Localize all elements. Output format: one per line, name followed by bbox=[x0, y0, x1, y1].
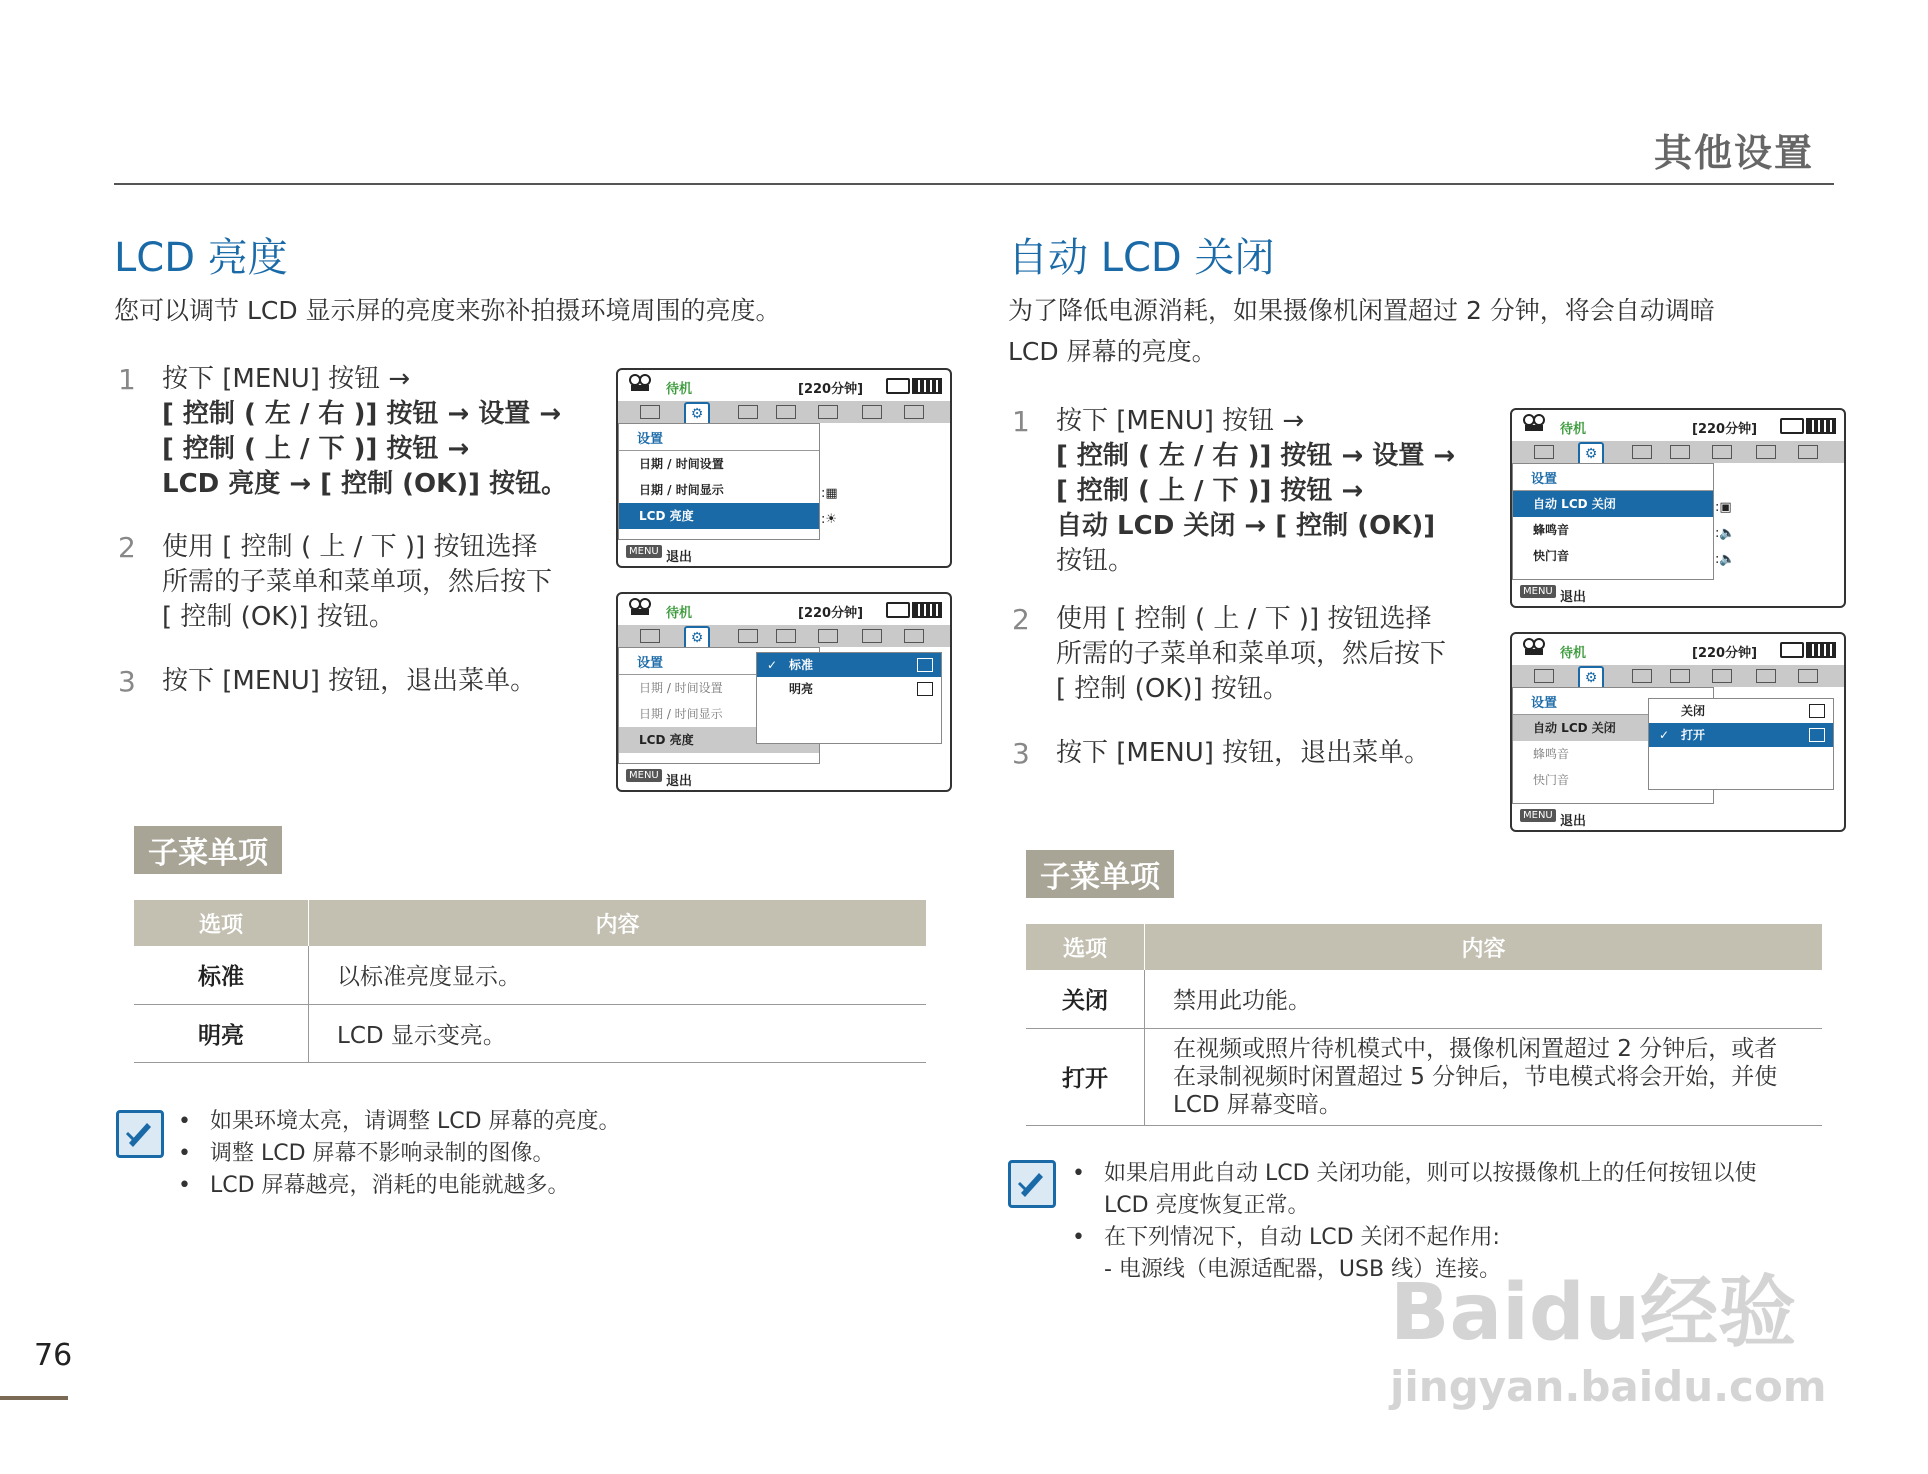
right-submenu-title: 子菜单项 bbox=[1026, 850, 1174, 898]
table-row: 关闭 禁用此功能。 bbox=[1026, 970, 1822, 1028]
auto-off-submenu: 关闭 ✓ 打开 bbox=[1648, 698, 1834, 790]
menu-button-icon: MENU bbox=[626, 545, 662, 558]
settings-menu: 设置 日期 / 时间设置 日期 / 时间显示 LCD 亮度 bbox=[618, 423, 820, 540]
lcd-screen-brightness-menu: 待机 [220分钟] ⚙ 设置 日期 / 时间设置 日期 / 时间显示 LCD 亮度 :▦ :☀ MENU 退出 bbox=[616, 368, 952, 568]
menu-icon-bar bbox=[618, 401, 950, 423]
menu-button-icon: MENU bbox=[626, 769, 662, 782]
right-options-table: 选项 内容 关闭 禁用此功能。 打开 在视频或照片待机模式中，摄像机闲置超过 2 分钟后，或者 在录制视频时闲置超过 5 分钟后，节电模式将会开始，并使 LCD 屏幕变暗。 bbox=[1026, 924, 1822, 1126]
left-notes: • 如果环境太亮，请调整 LCD 屏幕的亮度。 • 调整 LCD 屏幕不影响录制的图像。 • LCD 屏幕越亮，消耗的电能就越多。 bbox=[176, 1106, 896, 1202]
auto-lcd-off-icon: :▣ bbox=[1715, 500, 1732, 515]
camcorder-icon bbox=[628, 598, 652, 616]
battery-icon bbox=[1806, 418, 1836, 434]
auto-lcd-off-title: 自动 LCD 关闭 bbox=[1008, 235, 1275, 281]
left-step-3: 3 按下 [MENU] 按钮，退出菜单。 bbox=[118, 665, 537, 698]
menu-icon-bar bbox=[1512, 441, 1844, 463]
note-icon bbox=[1008, 1160, 1056, 1208]
lcd-screen-brightness-submenu: 待机 [220分钟] ⚙ 设置 日期 / 时间设置 日期 / 时间显示 LCD 亮度 ✓ 标准 明亮 MENU 退出 bbox=[616, 592, 952, 792]
brightness-submenu: ✓ 标准 明亮 bbox=[756, 652, 942, 744]
camcorder-icon bbox=[1522, 414, 1546, 432]
settings-gear-icon: ⚙ bbox=[684, 626, 710, 650]
right-step-2: 2 使用 [ 控制 ( 上 / 下 )] 按钮选择 所需的子菜单和菜单项，然后按下 [ 控制 (OK)] 按钮。 bbox=[1012, 603, 1447, 704]
settings-menu: 设置 自动 LCD 关闭 蜂鸣音 快门音 bbox=[1512, 463, 1714, 580]
chapter-title: 其他设置 bbox=[1653, 131, 1814, 175]
settings-gear-icon: ⚙ bbox=[684, 402, 710, 426]
exit-label: 退出 bbox=[666, 550, 693, 565]
brightness-icon: :☀ bbox=[821, 512, 838, 527]
battery-icon bbox=[1806, 642, 1836, 658]
exit-label: 退出 bbox=[1560, 590, 1587, 605]
note-icon bbox=[116, 1110, 164, 1158]
lcd-screen-auto-off-submenu: 待机 [220分钟] ⚙ 设置 自动 LCD 关闭 蜂鸣音 快门音 关闭 ✓ 打开 MENU 退出 bbox=[1510, 632, 1846, 832]
page-number-underline bbox=[0, 1396, 68, 1400]
left-options-table: 选项 内容 标准 以标准亮度显示。 明亮 LCD 显示变亮。 bbox=[134, 900, 926, 1063]
lcd-brightness-title: LCD 亮度 bbox=[114, 235, 288, 281]
settings-gear-icon: ⚙ bbox=[1578, 666, 1604, 690]
right-notes: • 如果启用此自动 LCD 关闭功能，则可以按摄像机上的任何按钮以使 LCD 亮度恢复正常。 • 在下列情况下，自动 LCD 关闭不起作用: - 电源线（电源适配器，USB 线）连接。 bbox=[1070, 1158, 1850, 1286]
exit-label: 退出 bbox=[666, 774, 693, 789]
left-step-2: 2 使用 [ 控制 ( 上 / 下 )] 按钮选择 所需的子菜单和菜单项，然后按下 [ 控制 (OK)] 按钮。 bbox=[118, 531, 553, 632]
settings-menu: 设置 日期 / 时间设置 日期 / 时间显示 LCD 亮度 bbox=[618, 647, 820, 764]
camcorder-icon bbox=[1522, 638, 1546, 656]
menu-button-icon: MENU bbox=[1520, 809, 1556, 822]
settings-menu: 设置 自动 LCD 关闭 蜂鸣音 快门音 bbox=[1512, 687, 1714, 804]
beep-sound-icon: :🔈 bbox=[1715, 526, 1736, 541]
page-number: 76 bbox=[34, 1338, 73, 1373]
camcorder-icon bbox=[628, 374, 652, 392]
left-step-1: 1 按下 [MENU] 按钮 → [ 控制 ( 左 / 右 )] 按钮 → 设置 → [ 控制 ( 上 / 下 )] 按钮 → LCD 亮度 → [ 控制 (OK)] 按钮。 bbox=[118, 363, 568, 499]
datetime-display-icon: :▦ bbox=[821, 486, 838, 501]
right-step-3: 3 按下 [MENU] 按钮，退出菜单。 bbox=[1012, 737, 1431, 770]
card-icon bbox=[1780, 418, 1804, 434]
menu-button-icon: MENU bbox=[1520, 585, 1556, 598]
battery-icon bbox=[912, 602, 942, 618]
table-row: 打开 在视频或照片待机模式中，摄像机闲置超过 2 分钟后，或者 在录制视频时闲置超过 5 分钟后，节电模式将会开始，并使 LCD 屏幕变暗。 bbox=[1026, 1028, 1822, 1125]
card-icon bbox=[886, 602, 910, 618]
settings-gear-icon: ⚙ bbox=[1578, 442, 1604, 466]
baidu-watermark: Baidu经验 jingyan.baidu.com bbox=[1390, 1268, 1827, 1411]
header-divider bbox=[114, 183, 1834, 185]
exit-label: 退出 bbox=[1560, 814, 1587, 829]
menu-icon-bar bbox=[618, 625, 950, 647]
lcd-screen-auto-off-menu: 待机 [220分钟] ⚙ 设置 自动 LCD 关闭 蜂鸣音 快门音 :▣ :🔈 :🔈 MENU 退出 bbox=[1510, 408, 1846, 608]
left-submenu-title: 子菜单项 bbox=[134, 826, 282, 874]
table-row: 标准 以标准亮度显示。 bbox=[134, 946, 926, 1004]
shutter-sound-icon: :🔈 bbox=[1715, 552, 1736, 567]
right-step-1: 1 按下 [MENU] 按钮 → [ 控制 ( 左 / 右 )] 按钮 → 设置 → [ 控制 ( 上 / 下 )] 按钮 → 自动 LCD 关闭 → [ 控制 (OK)] 按钮。 bbox=[1012, 405, 1456, 576]
auto-lcd-off-intro: 为了降低电源消耗，如果摄像机闲置超过 2 分钟，将会自动调暗 LCD 屏幕的亮度。 bbox=[1008, 296, 1715, 366]
menu-icon-bar bbox=[1512, 665, 1844, 687]
card-icon bbox=[1780, 642, 1804, 658]
lcd-brightness-intro: 您可以调节 LCD 显示屏的亮度来弥补拍摄环境周围的亮度。 bbox=[114, 296, 781, 325]
table-row: 明亮 LCD 显示变亮。 bbox=[134, 1004, 926, 1062]
card-icon bbox=[886, 378, 910, 394]
battery-icon bbox=[912, 378, 942, 394]
